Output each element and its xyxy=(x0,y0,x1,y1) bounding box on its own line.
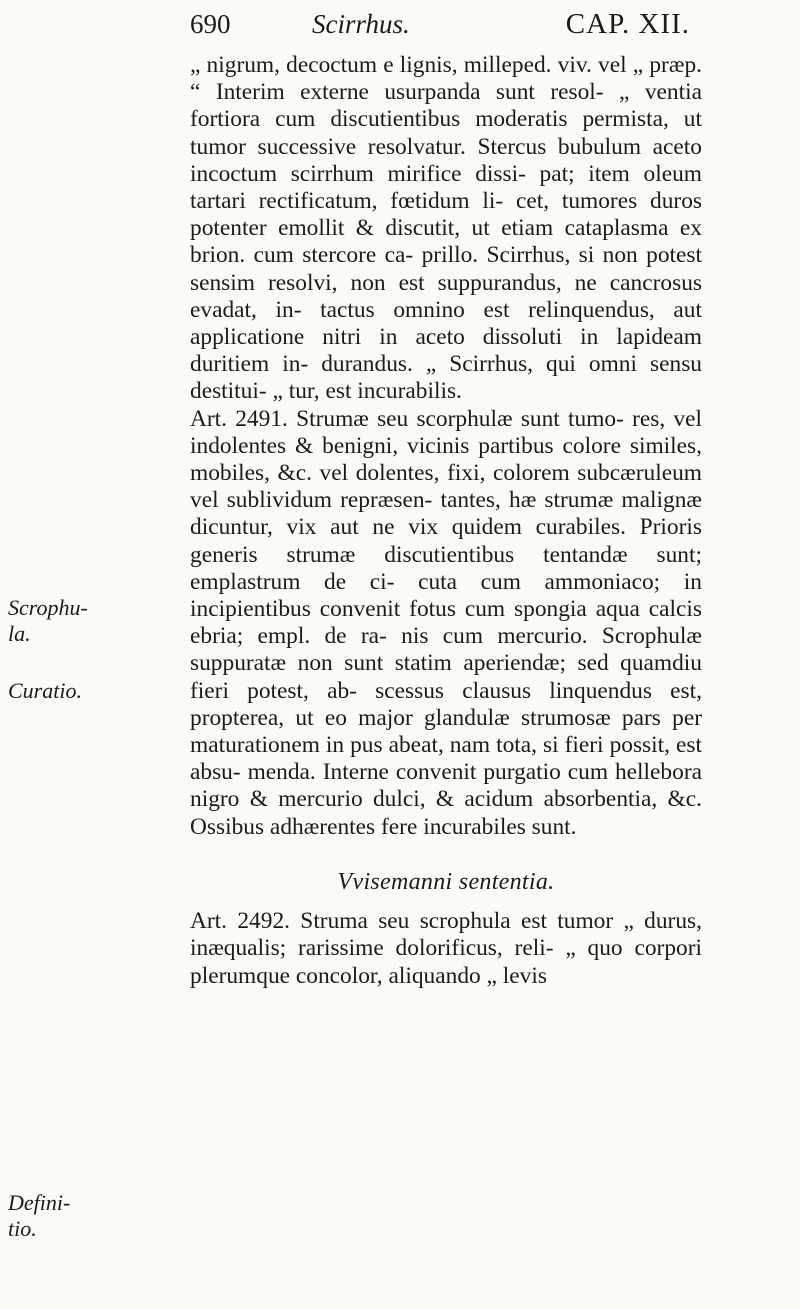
running-title: Scirrhus. xyxy=(312,9,410,39)
page-body xyxy=(190,52,702,990)
paragraph-art-2491: Art. 2491. Strumæ seu scorphulæ sunt tumo- res, vel indolentes & benigni, vicinis partibus colore similes, mobiles, &c. vel dolentes, fixi, colorem subcæruleum vel sublividum repræsen- tantes, hæ strumæ malignæ dicuntur, vix aut ne vix quidem curabiles. Prioris generis strumæ discutientibus tentandæ sunt; emplastrum de ci- cuta cum ammoniaco; in incipientibus convenit fotus cum spongia aqua calcis ebria; empl. de ra- nis cum mercurio. Scrophulæ suppuratæ non sunt statim aperiendæ; sed quamdiu fieri potest, ab- scessus clausus linquendus est, propterea, ut eo major glandulæ strumosæ pars per maturationem in pus abeat, nam tota, si fieri possit, est absu- menda. Interne convenit purgatio cum hellebora nigro & mercurio dulci, & acidum absorbentia, &c. Ossibus adhærentes fere incurabiles sunt. xyxy=(190,405,702,840)
margin-note-curatio: Curatio. xyxy=(8,678,82,703)
paragraph-art-2492: Art. 2492. Struma seu scrophula est tumor „ durus, inæqualis; rarissime dolorificus, reli- „ quo corpori plerumque concolor, aliquando „ levis xyxy=(190,908,702,989)
chapter-label: CAP. XII. xyxy=(565,8,690,40)
margin-note-scrophula: Scrophu-la. xyxy=(8,595,88,646)
paragraph-scirrhus-treatment: „ nigrum, decoctum e lignis, milleped. viv. vel „ præp. “ Interim externe usurpanda sunt resol- „ ventia fortiora cum discutientibus moderatis permista, ut tumor successive resolvatur. Stercus bubulum aceto incoctum scirrhum mirifice dissi- pat; item oleum tartari rectificatum, fœtidum li- cet, tumores duros potenter emollit & discutit, ut etiam cataplasma ex brion. cum stercore ca- prillo. Scirrhus, si non potest sensim resolvi, non est suppurandus, ne cancrosus evadat, in- tactus omnino est relinquendus, aut applicatione nitri in aceto dissoluti in lapideam duritiem in- durandus. „ Scirrhus, qui omni sensu destitui- „ tur, est incurabilis. xyxy=(190,52,702,405)
section-subheading: Vvisemanni sententia. xyxy=(337,868,555,895)
margin-note-definitio: Defini-tio. xyxy=(8,1190,71,1241)
page-header xyxy=(190,0,690,48)
page-number: 690 xyxy=(190,9,231,39)
